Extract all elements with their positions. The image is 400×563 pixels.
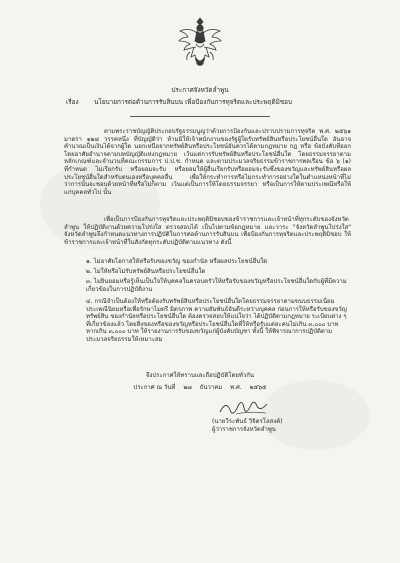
subject-label: เรื่อง (66, 98, 79, 106)
signatory-position: ผู้ว่าราชการจังหวัดลำพูน (212, 426, 276, 433)
policy-item-2: ๒. ไม่ให้หรือไม่รับทรัพย์สินหรือประโยชน์อื่นใด (86, 268, 206, 275)
paragraph-2: เพื่อเป็นการป้องกันการทุจริตและประพฤติมิชอบของข้าราชการและเจ้าหน้าที่ทุกระดับของจังหวัดลำพูน ให้ปฏิบัติงานด้วยความโปร่งใส ตรวจสอบได้ เป็นไปตามข้อกฎหมาย และวาระ "จังหวัดลำพูนโปร่งใส" จังหวัดลำพูนจึงกำหนดแนวทางการปฏิบัติในการต่อต้านการรับสินบน เพื่อป้องกันการทุจริตและประพฤติมิชอบ ให้ข้าราชการและเจ้าหน้าที่ในสังกัดทุกระดับปฏิบัติตามแนวทาง ดังนี้ (64, 216, 351, 246)
organization-title: ประกาศจังหวัดลำพูน (171, 86, 229, 94)
announcement-line: จึงประกาศให้ทราบและถือปฏิบัติโดยทั่วกัน (146, 372, 254, 379)
date-year: ๒๕๖๕ (249, 384, 267, 391)
handwritten-signature (216, 398, 276, 418)
subject-text: นโยบายการต่อต้านการรับสินบน เพื่อป้องกันการทุจริตและประพฤติมิชอบ (94, 98, 293, 106)
garuda-emblem-icon (176, 14, 224, 70)
policy-item-1: ๑. ไม่อาศัยโอกาสให้หรือรับของขวัญ ของกำนัล หรือผลประโยชน์อื่นใด (86, 258, 268, 265)
date-month: ธันวาคม (199, 384, 223, 391)
paragraph-1: ตามพระราชบัญญัติประกอบรัฐธรรมนูญว่าด้วยการป้องกันและปราบปรามการทุจริต พ.ศ. ๒๕๖๑ มาตรา ๑๒๘ วรรคหนึ่ง ที่บัญญัติว่า ห้ามมิให้เจ้าพนักงานของรัฐผู้ใดรับทรัพย์สินหรือประโยชน์อื่นใด อันอาจคำนวณเป็นเงินได้จากผู้ใด นอกเหนือจากทรัพย์สินหรือประโยชน์อันควรได้ตามกฎหมาย กฎ หรือ ข้อบังคับที่ออกโดยอาศัยอำนาจตามบทบัญญัติแห่งกฎหมาย เว้นแต่การรับทรัพย์สินหรือประโยชน์อื่นใด โดยธรรมจรรยาตามหลักเกณฑ์และจำนวนที่คณะกรรมการ ป.ป.ช. กำหนด และตามประมวลจริยธรรมข้าราชการพลเรือน ข้อ ๖ (๑) ที่กำหนด ไม่เรียกรับ หรือยอมจะรับ หรือยอมให้ผู้อื่นเรียกรับหรือยอมจะรับซึ่งของขวัญและทรัพย์สินหรือผลประโยชน์อื่นใดสำหรับตนเองหรือบุคคลอื่น เพื่อให้กระทำการหรือไม่กระทำการอย่างใดในตำแหน่งหน้าที่ไม่ว่าการนั้นจะชอบด้วยหน้าที่หรือไม่ก็ตาม เว้นแต่เป็นการให้โดยธรรมจรรยา หรือเป็นการให้ตามประเพณีหรือให้แก่บุคคลทั่วไป นั้น (64, 128, 351, 196)
date-prefix: ประกาศ ณ วันที่ (133, 384, 176, 391)
subject-line (66, 98, 292, 106)
policy-item-3: ๓. ไม่ยินยอมหรือรู้เห็นเป็นใจให้บุคคลในครอบครัวให้หรือรับของขวัญหรือประโยชน์อื่นใดกับผู้ที่มีความเกี่ยวข้องในการปฏิบัติงาน (86, 278, 347, 293)
divider (130, 116, 270, 117)
date-year-label: พ.ศ. (230, 384, 242, 391)
date-line (0, 384, 400, 392)
signatory-block (212, 418, 332, 434)
signatory-name: (นายวีระพันธ์ วิจิตรโลสงค์) (212, 418, 283, 425)
policy-item-4: ๔. กรณีจำเป็นต้องให้หรือต้องรับทรัพย์สินหรือประโยชน์อื่นใดโดยธรรมจรรยาตามขนบธรรมเนียมประเพณีนิยมหรือเพื่อรักษาไมตรี มิตรภาพ ความสัมพันธ์อันดีระหว่างบุคคล ก่อนการให้หรือรับของขวัญทรัพย์สิน ของกำนัลหรือประโยชน์อื่นใด ต้องตรวจสอบให้แน่ใจว่า ได้ปฏิบัติตามกฎหมาย ระเบียบต่าง ๆ ที่เกี่ยวข้องแล้ว โดยสิ่งของหรือของขวัญหรือประโยชน์อื่นใดที่ให้หรือรับแต่ละคนไม่เกิน ๓,๐๐๐ บาท หากเกิน ๓,๐๐๐ บาท ให้รายงานการรับของขวัญแก่ผู้บังคับบัญชา ทั้งนี้ ให้พิจารณาการปฏิบัติตามประมวลจริยธรรมให้เหมาะสม (86, 298, 347, 343)
date-day: ๒๗ (183, 384, 192, 391)
